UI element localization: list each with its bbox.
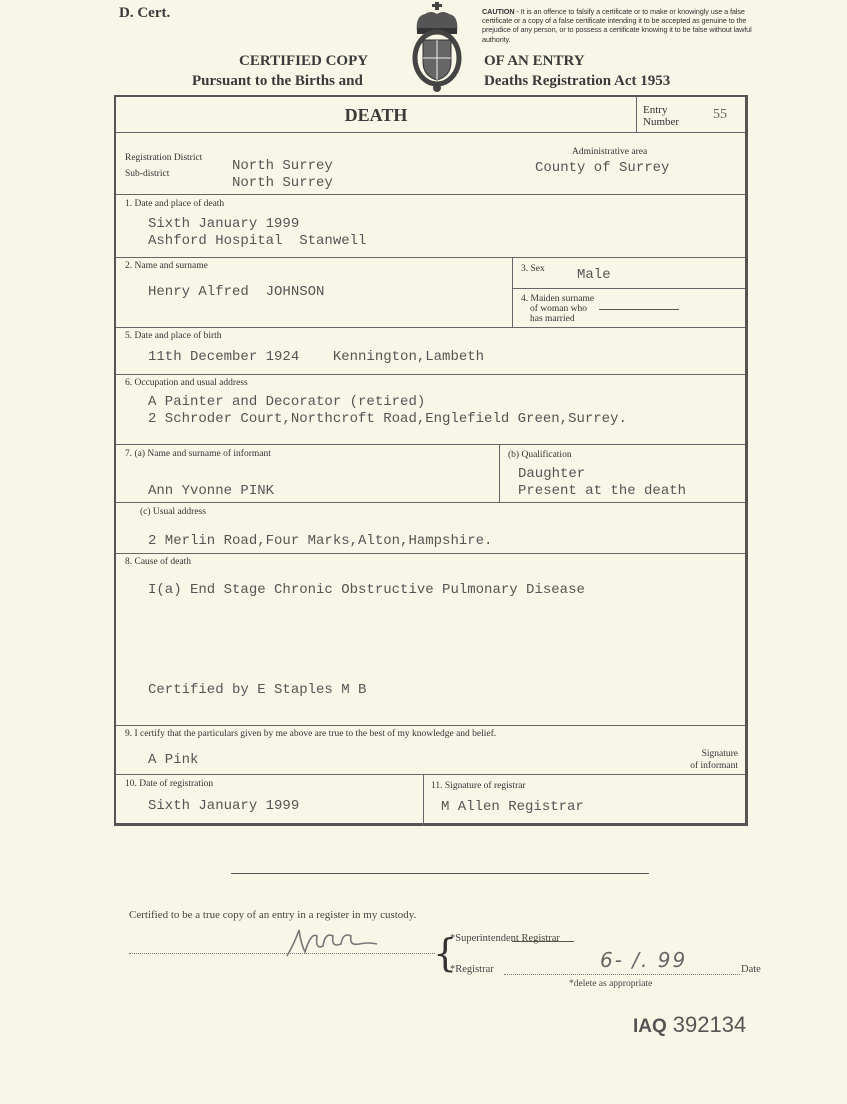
sex-value: Male (577, 267, 611, 283)
qualification-2: Present at the death (518, 483, 687, 499)
informant-address: 2 Merlin Road,Four Marks,Alton,Hampshire. (148, 533, 493, 549)
field-2-label: 2. Name and surname (125, 261, 208, 271)
divider (116, 194, 745, 195)
handwritten-date: 6- /. 99 (600, 948, 688, 972)
signature-dotted-line (129, 953, 435, 954)
death-certificate-form (114, 95, 748, 826)
title-certified-copy: CERTIFIED COPY (239, 53, 369, 69)
certified-true-copy-text: Certified to be a true copy of an entry in a register in my custody. (129, 909, 417, 921)
date-of-death: Sixth January 1999 (148, 216, 300, 232)
certified-by: Certified by E Staples M B (148, 682, 367, 698)
entry-number: 55 (713, 107, 727, 122)
divider (512, 288, 745, 289)
qualification-1: Daughter (518, 466, 586, 482)
caution-notice (482, 7, 757, 44)
occupation: A Painter and Decorator (retired) (148, 394, 426, 410)
field-8-label: 8. Cause of death (125, 557, 191, 567)
name-and-surname: Henry Alfred JOHNSON (148, 284, 325, 300)
serial-digits: 392134 (672, 1012, 747, 1037)
registrar-signature: M Allen Registrar (441, 799, 584, 815)
superintendent-registrar-label: *Superintendent Registrar (450, 933, 560, 944)
field-10-label: 10. Date of registration (125, 779, 214, 789)
cause-of-death: I(a) End Stage Chronic Obstructive Pulmonary Disease (148, 582, 585, 598)
royal-coat-of-arms-icon (405, 2, 469, 94)
divider (116, 725, 745, 726)
informant-signature: A Pink (148, 752, 199, 768)
title-pursuant: Pursuant to the Births and (192, 73, 363, 89)
form-code: D. Cert. (119, 5, 171, 21)
caution-text: - It is an offence to falsify a certificate or to make or knowingly use a false certificate or a copy of a false certificate intending it to be accepted as genuine to the prejudice of any person, or to possess a certificate knowing it to be false without lawful authority. (482, 7, 752, 44)
field-5-label: 5. Date and place of birth (125, 331, 222, 341)
registration-district-value: North Surrey (232, 158, 333, 174)
field-4-label-3: has married (530, 314, 575, 324)
divider (116, 257, 745, 258)
registrar-label: *Registrar (450, 964, 494, 975)
title-registration-act: Deaths Registration Act 1953 (484, 73, 671, 89)
sub-district-label: Sub-district (125, 169, 170, 179)
sub-district-value: North Surrey (232, 175, 333, 191)
title-of-an-entry: OF AN ENTRY (484, 53, 585, 69)
field-11-label: 11. Signature of registrar (431, 781, 526, 791)
divider (512, 257, 513, 327)
field-7a-label: 7. (a) Name and surname of informant (125, 449, 271, 459)
usual-address: 2 Schroder Court,Northcroft Road,Englefield Green,Surrey. (148, 411, 627, 427)
administrative-area-label: Administrative area (572, 147, 648, 157)
divider (116, 132, 745, 133)
divider (116, 374, 745, 375)
serial-number (633, 1012, 746, 1038)
informant-name: Ann Yvonne PINK (148, 483, 275, 499)
serial-prefix: IAQ (633, 1016, 667, 1037)
field-6-label: 6. Occupation and usual address (125, 378, 248, 388)
divider (116, 774, 745, 775)
field-4-label-2: of woman who (530, 304, 587, 314)
strikethrough-line (512, 941, 574, 942)
field-3-label: 3. Sex (521, 264, 545, 274)
field-4-label-1: 4. Maiden surname (521, 294, 595, 304)
field-9-label: 9. I certify that the particulars given by me above are true to the best of my knowledge and belief. (125, 729, 497, 739)
footer-rule (231, 873, 649, 874)
administrative-area-value: County of Surrey (535, 160, 670, 176)
form-title: DEATH (344, 105, 408, 125)
divider (636, 97, 637, 132)
signature-label-1: Signature (701, 749, 738, 759)
divider (116, 444, 745, 445)
signature-label-2: of informant (690, 761, 738, 771)
caution-label: CAUTION (482, 7, 515, 16)
registration-district-label: Registration District (125, 153, 203, 163)
entry-number-label-2: Number (643, 116, 680, 128)
delete-as-appropriate-note: *delete as appropriate (569, 979, 653, 989)
field-1-label: 1. Date and place of death (125, 199, 225, 209)
maiden-surname-blank (599, 309, 679, 310)
field-7b-label: (b) Qualification (508, 450, 572, 460)
date-dotted-line (504, 974, 740, 975)
divider (116, 502, 745, 503)
divider (116, 327, 745, 328)
field-7c-label: (c) Usual address (140, 507, 206, 517)
brace-glyph: { (433, 931, 458, 975)
place-of-death: Ashford Hospital Stanwell (148, 233, 367, 249)
date-of-registration: Sixth January 1999 (148, 798, 300, 814)
handwritten-signature-icon (285, 922, 380, 962)
entry-number-label-1: Entry (643, 104, 668, 116)
divider (116, 553, 745, 554)
date-label: Date (741, 964, 761, 975)
divider (423, 774, 424, 826)
divider (499, 444, 500, 502)
date-and-place-of-birth: 11th December 1924 Kennington,Lambeth (148, 349, 485, 365)
